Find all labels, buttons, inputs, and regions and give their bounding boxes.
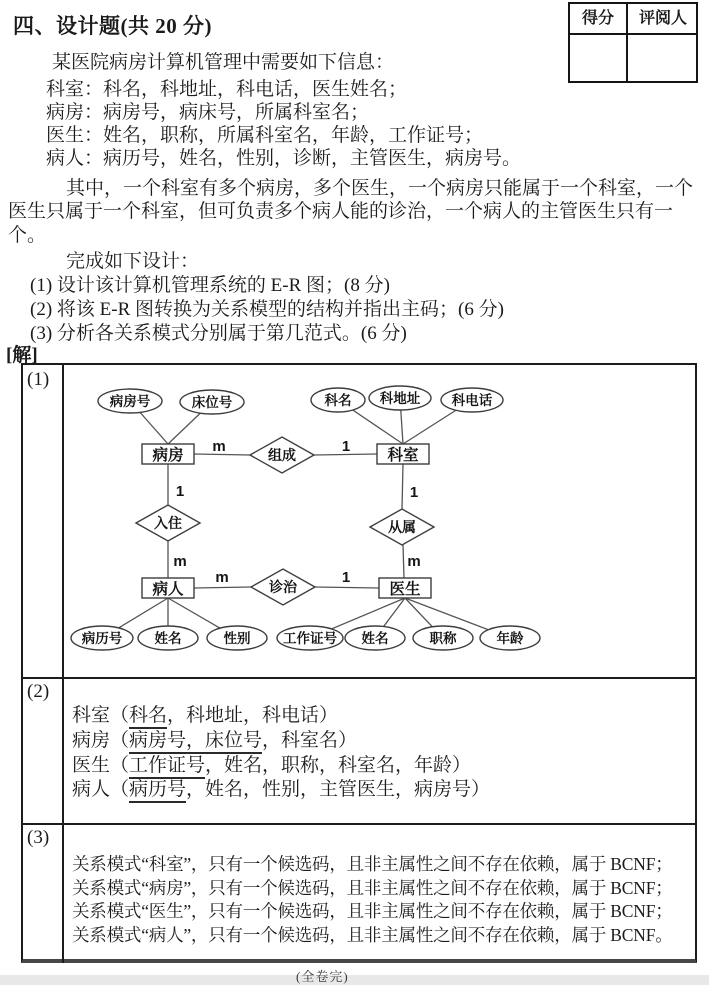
- nf-analysis-line: 关系模式“病房”，只有一个候选码，且非主属性之间不存在依赖，属于 BCNF；: [72, 878, 673, 898]
- schema-text: ，姓名，性别，主管医生，病房号）: [186, 779, 491, 800]
- schema-ward: [72, 725, 357, 752]
- page-end-mark: (全卷完): [296, 969, 349, 984]
- schema-text: ，姓名，职称，科室名，年龄）: [205, 755, 472, 776]
- reviewer-header: 评阅人: [638, 10, 687, 27]
- cardinality-label: 1: [409, 484, 419, 501]
- nf-analysis-line: 关系模式“科室”，只有一个候选码，且非主属性之间不存在依赖，属于 BCNF；: [72, 854, 673, 874]
- cardinality-label: 1: [175, 483, 185, 500]
- constraint-text-line: 医生只属于一个科室，但可负责多个病人能的诊治，一个病人的主管医生只有一: [8, 201, 674, 222]
- cardinality-label: m: [173, 553, 187, 570]
- schema-text: 病房（: [72, 730, 130, 751]
- attribute-label: 病房号: [109, 394, 151, 409]
- schema-text: ，科室名）: [262, 730, 358, 751]
- schema-text: ，科地址，科电话）: [167, 705, 339, 726]
- solution-row-divider: [21, 677, 697, 679]
- cardinality-label: m: [407, 553, 421, 570]
- score-table: [568, 2, 698, 83]
- task-item-2: (2) 将该 E-R 图转换为关系模型的结构并指出主码；(6 分): [30, 299, 504, 320]
- cardinality-label: m: [212, 438, 226, 455]
- attribute-label: 年龄: [496, 631, 524, 646]
- score-table-header-rule: [570, 33, 696, 35]
- attribute-label: 科名: [324, 393, 352, 408]
- score-header: 得分: [581, 10, 614, 27]
- attribute-label: 科电话: [451, 393, 493, 408]
- solution-row3-number: (3): [27, 827, 50, 848]
- attribute-label: 姓名: [154, 631, 182, 646]
- relationship-label: 诊治: [269, 579, 297, 595]
- schema-text: 科室（: [72, 705, 130, 726]
- primary-key-underline: 病历号: [129, 779, 186, 803]
- task-item-1: (1) 设计该计算机管理系统的 E-R 图；(8 分): [30, 275, 390, 296]
- attribute-label: 职称: [429, 631, 457, 646]
- entity-label: 病房: [152, 447, 184, 464]
- schema-patient: [72, 774, 490, 801]
- solution-row-divider: [21, 823, 697, 825]
- task-item-3: (3) 分析各关系模式分别属于第几范式。(6 分): [30, 323, 407, 344]
- tasks-heading: 完成如下设计：: [66, 251, 200, 272]
- page-title: 四、设计题(共 20 分): [13, 14, 212, 38]
- attribute-label: 工作证号: [283, 631, 337, 646]
- attribute-label: 科地址: [379, 391, 421, 406]
- schema-text: 病人（: [72, 779, 130, 800]
- info-item-doctor: 医生：姓名，职称，所属科室名，年龄，工作证号；: [46, 125, 484, 146]
- intro-line: 某医院病房计算机管理中需要如下信息：: [52, 52, 395, 73]
- er-diagram: [23, 365, 695, 675]
- constraint-text-line: 其中，一个科室有多个病房，多个医生，一个病房只能属于一个科室，一个: [66, 178, 694, 199]
- primary-key-underline: 科名: [129, 705, 167, 729]
- solution-row1-number: (1): [27, 369, 50, 390]
- primary-key-underline: 工作证号: [129, 755, 205, 779]
- info-item-patient: 病人：病历号，姓名，性别，诊断，主管医生，病房号。: [46, 148, 522, 169]
- attribute-label: 性别: [223, 631, 251, 646]
- constraint-text-line: 个。: [8, 225, 47, 246]
- cardinality-label: 1: [341, 569, 351, 586]
- schema-department: [72, 700, 338, 727]
- nf-analysis-line: 关系模式“医生”，只有一个候选码，且非主属性之间不存在依赖，属于 BCNF；: [72, 901, 673, 921]
- relationship-label: 入住: [154, 515, 182, 531]
- entity-label: 医生: [389, 581, 421, 598]
- relationship-label: 从属: [388, 519, 416, 535]
- schema-doctor: [72, 750, 471, 777]
- attribute-label: 病历号: [81, 631, 123, 646]
- relationship-label: 组成: [268, 447, 296, 463]
- attribute-label: 姓名: [361, 631, 389, 646]
- attribute-label: 床位号: [191, 395, 233, 410]
- schema-text: 医生（: [72, 755, 130, 776]
- cardinality-label: 1: [341, 438, 351, 455]
- solution-label: [解]: [6, 345, 38, 366]
- nf-analysis-line: 关系模式“病人”，只有一个候选码，且非主属性之间不存在依赖，属于 BCNF。: [72, 925, 673, 945]
- cardinality-label: m: [215, 569, 229, 586]
- solution-row2-number: (2): [27, 681, 50, 702]
- info-item-ward: 病房：病房号，病床号，所属科室名；: [46, 102, 370, 123]
- info-item-department: 科室：科名，科地址，科电话，医生姓名；: [46, 79, 408, 100]
- entity-label: 科室: [387, 447, 419, 464]
- primary-key-underline: 病房号，床位号: [129, 730, 262, 754]
- entity-label: 病人: [152, 581, 184, 598]
